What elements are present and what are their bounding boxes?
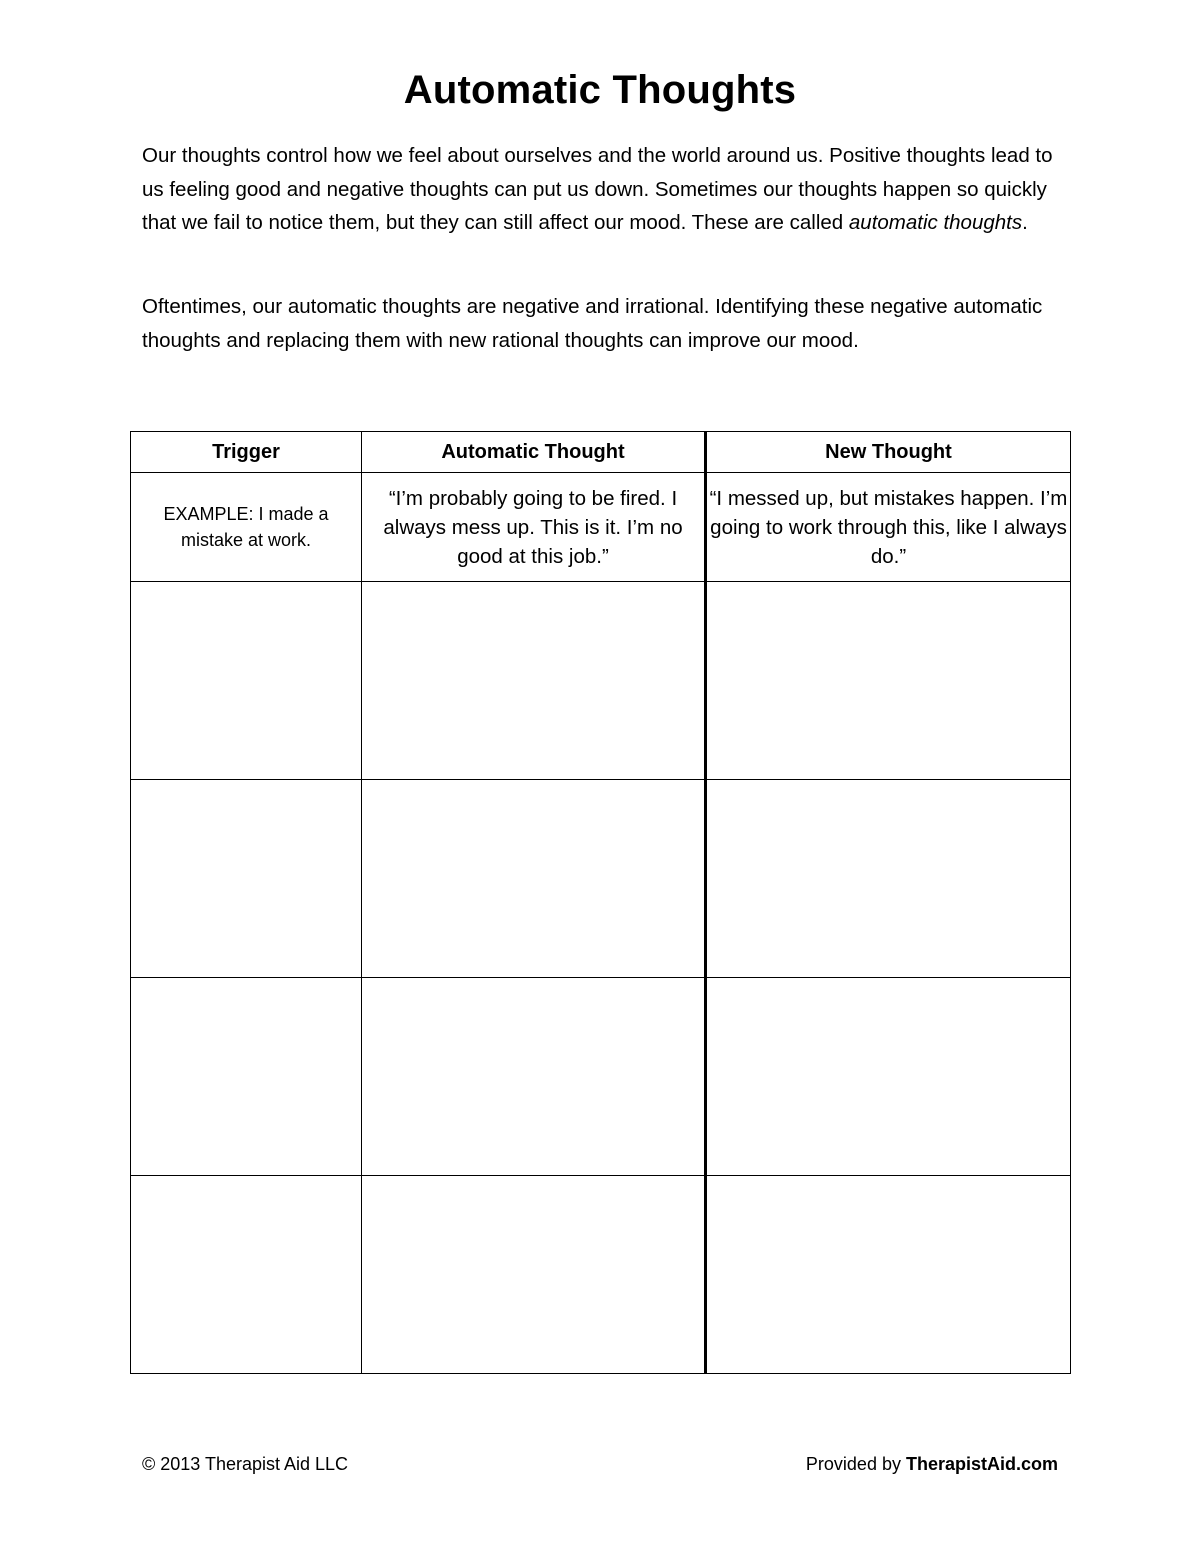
automatic-thoughts-table [130,431,1071,1374]
intro-paragraph-2: Oftentimes, our automatic thoughts are negative and irrational. Identifying these negative automatic thoughts and replacing them with new rational thoughts can improve our mood. [142,295,1043,352]
intro-emphasis: automatic thoughts [848,211,1023,234]
intro-text: Our thoughts control how we feel about ourselves and the world around us. Positive thoughts lead to us feeling good and negative thoughts can put us down. Sometimes our thoughts happen so quickly that we fail to notice them, but they can still affect our mood. These are called [142,144,1053,234]
example-new-thought: “I messed up, but mistakes happen. I’m going to work through this, like I always do.” [706,473,1071,582]
trigger-cell[interactable] [131,582,362,780]
new-thought-cell[interactable] [706,978,1071,1176]
example-trigger: EXAMPLE: I made a mistake at work. [131,473,362,582]
table-row [131,978,1071,1176]
automatic-thought-cell[interactable] [362,780,706,978]
intro-paragraph-1 [142,139,1062,240]
new-thought-cell[interactable] [706,582,1071,780]
copyright-notice: © 2013 Therapist Aid LLC [142,1454,349,1474]
provided-by-label: Provided by [805,1454,906,1474]
new-thought-cell[interactable] [706,1176,1071,1374]
trigger-cell[interactable] [131,780,362,978]
automatic-thought-cell[interactable] [362,978,706,1176]
provided-by [806,1454,1058,1475]
table-row [131,780,1071,978]
page-title: Automatic Thoughts [403,68,797,112]
table-header-row [131,432,1071,473]
header-new-thought: New Thought [706,432,1071,473]
example-automatic-thought: “I’m probably going to be fired. I always mess up. This is it. I’m no good at this job.” [362,473,706,582]
example-row [131,473,1071,582]
brand-name: TherapistAid.com [905,1454,1058,1474]
table-row [131,582,1071,780]
header-trigger: Trigger [131,432,362,473]
automatic-thought-cell[interactable] [362,582,706,780]
intro-period: . [1022,211,1028,234]
table-row [131,1176,1071,1374]
trigger-cell[interactable] [131,1176,362,1374]
automatic-thought-cell[interactable] [362,1176,706,1374]
trigger-cell[interactable] [131,978,362,1176]
new-thought-cell[interactable] [706,780,1071,978]
header-automatic-thought: Automatic Thought [362,432,706,473]
